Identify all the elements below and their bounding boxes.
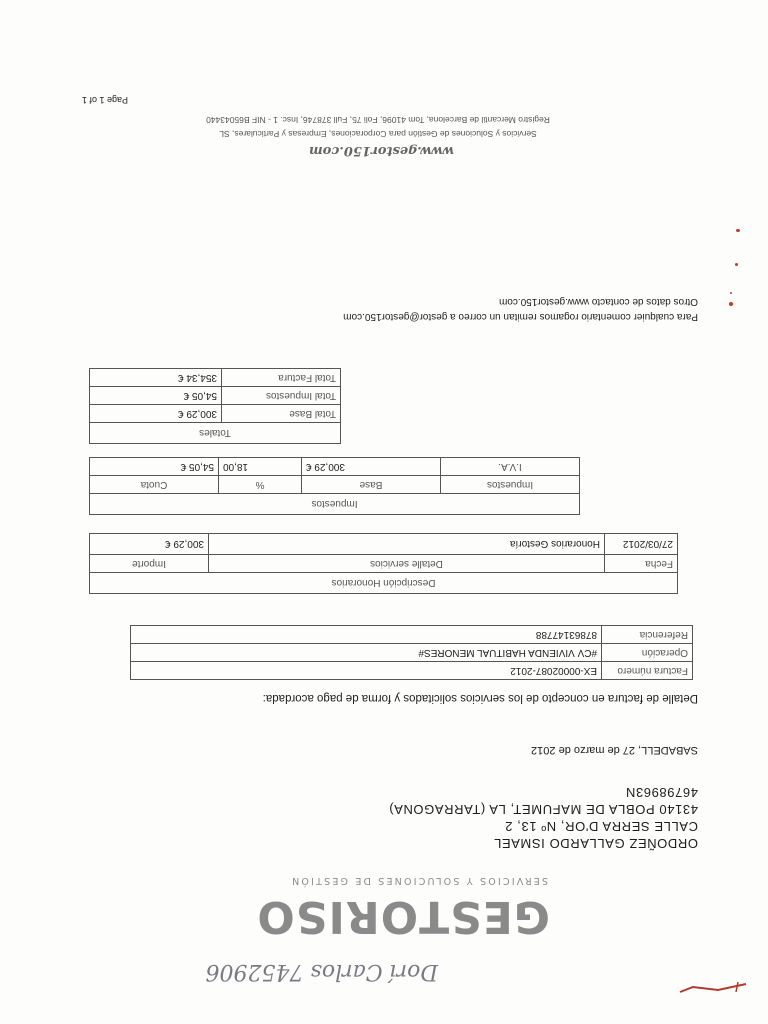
invoice-info-table	[130, 625, 693, 680]
reference-label: Referencia	[602, 626, 693, 644]
recipient-name: ORDOÑEZ GALLARDO ISMAEL	[493, 836, 698, 851]
operation-value: #CV VIVIENDA HABITUAL MENORES#	[131, 644, 602, 662]
importe-header: Importe	[90, 555, 209, 573]
cuota-header: Cuota	[90, 476, 219, 494]
total-factura-label: Total Factura	[222, 369, 341, 387]
base-cell: 300,29 €	[302, 458, 441, 476]
honorarios-title: Descripción Honorarios	[90, 573, 678, 594]
impuestos-table	[89, 457, 580, 515]
table-row	[90, 405, 341, 423]
recipient-city: 43140 POBLA DE MAFUMET, LA (TARRAGONA)	[388, 802, 698, 817]
pct-header: %	[219, 476, 302, 494]
honorarios-table	[89, 533, 678, 594]
reference-value: 87863147788	[131, 626, 602, 644]
red-speck	[735, 263, 738, 266]
total-factura-value: 354,34 €	[90, 369, 222, 387]
company-tagline: SERVICIOS Y SOLUCIONES DE GESTIÓN	[289, 875, 548, 886]
table-row	[90, 555, 678, 573]
detalle-header: Detalle servicios	[209, 555, 605, 573]
recipient-street: CALLE SERRA D'OR, Nº 13, 2	[504, 819, 698, 834]
cuota-cell: 54,05 €	[90, 458, 219, 476]
table-row	[131, 626, 693, 644]
red-speck	[729, 302, 733, 306]
company-logo: GESTORISO	[256, 891, 550, 942]
impuestos-header: Impuestos	[441, 476, 580, 494]
table-row	[90, 458, 580, 476]
invoice-number-label: Factura número	[602, 662, 693, 680]
recipient-block	[389, 784, 698, 852]
base-header: Base	[302, 476, 441, 494]
fecha-cell: 27/03/2012	[605, 534, 678, 555]
detalle-cell: Honorarios Gestoría	[209, 534, 605, 555]
table-row	[90, 573, 678, 594]
totales-table	[89, 368, 341, 444]
table-row	[131, 662, 693, 680]
footer-website: www.gestor150.com	[309, 143, 454, 158]
importe-cell: 300,29 €	[90, 534, 209, 555]
handwritten-note: Dorí Carlos 7452906	[205, 959, 438, 984]
red-speck	[730, 292, 732, 294]
total-impuestos-value: 54,05 €	[90, 387, 222, 405]
contact-line-2: Otros datos de contacto www.gestor150.com	[499, 296, 698, 307]
date-line: SABADELL, 27 de marzo de 2012	[531, 744, 698, 756]
red-speck	[736, 229, 740, 232]
total-impuestos-label: Total Impuestos	[222, 387, 341, 405]
red-pen-stroke-icon	[678, 978, 748, 996]
table-row	[90, 423, 341, 444]
contact-line-1: Para cualquier comentario rogamos remitan un correo a gestor@gestor150.com	[343, 311, 698, 322]
footer-company: Servicios y Soluciones de Gestión para Corporaciones, Empresas y Particulares, SL	[219, 129, 537, 139]
pct-cell: 18,00	[219, 458, 302, 476]
table-row	[90, 494, 580, 515]
table-row	[90, 387, 341, 405]
table-row	[90, 476, 580, 494]
recipient-nif: 46798963N	[625, 785, 698, 800]
intro-text: Detalle de factura en concepto de los servicios solicitados y forma de pago acordada:	[262, 692, 698, 704]
page-number: Page 1 of 1	[81, 95, 128, 105]
total-base-label: Total Base	[222, 405, 341, 423]
operation-label: Operación	[602, 644, 693, 662]
impuesto-cell: I.V.A.	[441, 458, 580, 476]
red-pen-mark	[678, 978, 748, 996]
footer-registry: Registro Mercantil de Barcelona, Tom 41096, Foli 75, Full 378746, Insc. 1 - NIF B65043440	[206, 115, 550, 125]
fecha-header: Fecha	[605, 555, 678, 573]
total-base-value: 300,29 €	[90, 405, 222, 423]
impuestos-title: Impuestos	[90, 494, 580, 515]
table-row	[90, 369, 341, 387]
invoice-number-value: EX-00002087-2012	[131, 662, 602, 680]
table-row	[90, 534, 678, 555]
table-row	[131, 644, 693, 662]
totales-title: Totales	[90, 423, 341, 444]
